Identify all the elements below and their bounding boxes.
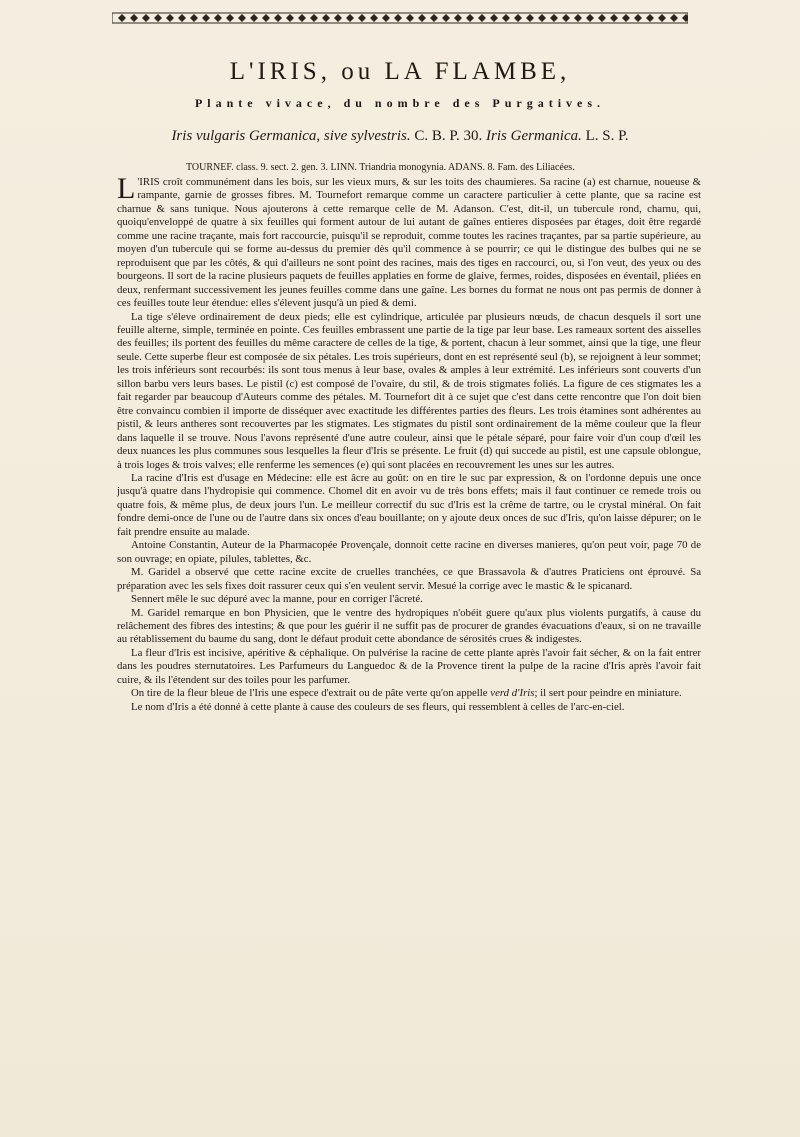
ornament-motif <box>382 14 390 22</box>
paragraph-3: La racine d'Iris est d'usage en Médecine: elle est âcre au goût: on en tire le suc par expression, & on l'ordonne depuis une once jusqu'à quatre dans l'hydropisie qui commence. Chomel dit en avoir vu de très bons effets; mais il faut continuer ce remede trois ou quatre fois, & même plus, de deux jours l'un. Le meilleur correctif du suc d'Iris est la crême de tartre, ou le crystal minéral. On fait fondre demi-once de l'une ou de l'autre dans six onces d'eau bouillante; on y ajoute deux onces de suc d'Iris, qu'on laisse dépurer; on le fait prendre ensuite au malade. <box>117 471 701 538</box>
ornament-motif <box>298 14 306 22</box>
synonym-latin-2: Iris Germanica. <box>486 128 582 144</box>
ornament-motif <box>226 14 234 22</box>
paragraph-9-term: verd d'Iris <box>490 687 535 700</box>
paragraph-4: Antoine Constantin, Auteur de la Pharmacopée Provençale, donnoit cette racine en diverses manieres, qu'on peut voir, page 70 de son ouvrage; en opiate, pilules, tablettes, &c. <box>117 539 701 565</box>
ornament-motif <box>118 14 126 22</box>
paragraph-8: La fleur d'Iris est incisive, apéritive & céphalique. On pulvérise la racine de cette plante après l'avoir fait sécher, & on la fait entrer dans les poudres sternutatoires. Les Parfumeurs du Languedoc & de la Provence tirent la pulpe de la racine d'Iris après l'avoir fait cuire, & ils l'étendent sur des toiles pour les parfumer. <box>117 646 701 686</box>
ornament-motif <box>334 14 342 22</box>
paragraph-1 <box>117 172 701 311</box>
drop-cap: L <box>117 172 136 205</box>
article-body <box>117 172 701 714</box>
paragraph-1-text: 'IRIS croît communément dans les bois, sur les vieux murs, & sur les toits des chaumieres. Sa racine (a) est charnue, noueuse & rampante, garnie de grosses fibres. M. Tournefort remarque comme un caractere particulier à cette plante, que sa racine est charnue & sans tunique. Nous ajouterons à cette remarque celle de M. Adanson. C'est, dit-il, un tubercule rond, charnu, qui, quoiqu'enveloppé de quatre à six feuilles qui forment autour de lui autant de gaînes entieres disposées par étages, doit être regardé comme une racine traçante, mais fort raccourcie, puisqu'il se reproduit, comme toutes les racines traçantes, par sa partie supérieure, au moyen d'un tubercule qui se forme au-dessus du premier dès qu'il commence à se pourrir; ce qui le distingue des bulbes qui ne se reproduisent que par les côtés, & qui d'ailleurs ne sont point des racines, mais des tiges en raccourci, ou, si l'on veut, des yeux ou des bourgeons. Il sort de la racine plusieurs paquets de feuilles applaties en forme de glaive, fermes, roides, disposées en éventail, pliées en deux, renfermant successivement les jeunes feuilles comme dans une gaîne. Les bornes du format ne nous ont pas permis de donner à ces feuilles toute leur étendue: elles s'élevent jusqu'à un pied & demi. <box>117 176 701 310</box>
ornament-motif <box>262 14 270 22</box>
ornament-motif <box>358 14 366 22</box>
paragraph-9-c: ; il sert pour peindre en miniature. <box>534 687 682 700</box>
ornament-motif <box>130 14 138 22</box>
synonym-latin-1: Iris vulgaris Germanica, sive sylvestris. <box>171 128 411 144</box>
ornament-motif <box>178 14 186 22</box>
synonym-ref-1: C. B. P. 30. <box>410 128 487 144</box>
ornament-motif <box>166 14 174 22</box>
ornamental-border <box>112 8 688 28</box>
ornament-motif <box>490 14 498 22</box>
ornament-motif <box>646 14 654 22</box>
ornament-motif <box>670 14 678 22</box>
paragraph-9 <box>117 687 701 700</box>
ornament-motif <box>238 14 246 22</box>
ornament-motif <box>682 14 688 22</box>
ornament-motif <box>622 14 630 22</box>
ornament-motif <box>574 14 582 22</box>
ornament-motif <box>274 14 282 22</box>
ornament-motif <box>454 14 462 22</box>
paragraph-9-a: On tire de la fleur bleue de l'Iris une espece d'extrait ou de pâte verte qu'on appelle <box>131 687 491 700</box>
ornament-motif <box>586 14 594 22</box>
ornament-motif <box>550 14 558 22</box>
ornament-motif <box>310 14 318 22</box>
paragraph-6: Sennert mêle le suc dépuré avec la manne, pour en corriger l'âcreté. <box>131 593 423 606</box>
ornament-motif <box>406 14 414 22</box>
ornament-motif <box>442 14 450 22</box>
ornament-motif <box>142 14 150 22</box>
paragraph-5: M. Garidel a observé que cette racine excite de cruelles tranchées, ce que Brassavola & d'autres Praticiens ont éprouvé. Sa préparation avec les sels fixes doit rassurer ceux qui s'en veulent servir. Mesué la corrige avec le mastic & le spicanard. <box>117 566 701 592</box>
paragraph-10: Le nom d'Iris a été donné à cette plante à cause des couleurs de ses fleurs, qui ressemblent à celles de l'arc-en-ciel. <box>131 700 625 713</box>
ornament-motif <box>202 14 210 22</box>
ornament-motif <box>370 14 378 22</box>
ornament-motif <box>322 14 330 22</box>
ornament-motif <box>526 14 534 22</box>
ornament-motif <box>430 14 438 22</box>
ornament-motif <box>286 14 294 22</box>
classification-line: TOURNEF. class. 9. sect. 2. gen. 3. LINN. Triandria monogynia. ADANS. 8. Fam. des Liliacées. <box>186 162 575 173</box>
ornament-motif <box>658 14 666 22</box>
botanical-synonym <box>0 128 800 145</box>
ornament-motif <box>562 14 570 22</box>
ornament-motif <box>610 14 618 22</box>
ornament-motif <box>394 14 402 22</box>
paragraph-2: La tige s'éleve ordinairement de deux pieds; elle est cylindrique, articulée par plusieurs nœuds, de chacun desquels il sort une feuille alterne, simple, terminée en pointe. Ces feuilles embrassent une partie de la tige par leur base. Les rameaux sortent des aisselles des feuilles; ils portent des feuilles du même caractere de celles de la tige, & portent, chacun à leur sommet, ainsi que la tige, une fleur seule. Cette superbe fleur est composée de six pétales. Les trois supérieurs, dont en est représenté seul (b), se rejoignent à leur sommet; les trois inférieurs sont recourbés: ils sont tous menus à leur base, ovales & amples à leur extrémité. Les inférieurs sont couverts d'un sillon barbu vers leurs bases. Le pistil (c) est composé de l'ovaire, du stil, & de trois stigmates foliés. La figure de ces stigmates les a fait regarder par beaucoup d'Auteurs comme des pétales. M. Tournefort dit à ce sujet que c'est dans cette rencontre que l'on doit bien être convaincu combien il importe de disséquer avec exactitude les différentes parties des fleurs. Les trois étamines sont adhérentes au pistil, & leurs antheres sont recouvertes par les stigmates. Les stigmates du pistil sont ordinairement de la même couleur que la fleur dans laquelle il se trouve. Nous l'avons représenté d'une autre couleur, ainsi que le pétale séparé, pour faire voir d'un coup d'œil les deux nuances les plus communes sous lesquelles la fleur d'Iris se présente. Le fruit (d) qui succede au pistil, est une capsule oblongue, à trois loges & trois valves; elle renferme les semences (e) qui sont placées en recouvrement les unes sur les autres. <box>117 310 701 471</box>
ornament-motif <box>214 14 222 22</box>
ornament-motif <box>598 14 606 22</box>
ornament-motif <box>502 14 510 22</box>
ornament-motif <box>154 14 162 22</box>
ornament-motif <box>250 14 258 22</box>
ornament-motif <box>346 14 354 22</box>
paragraph-7: M. Garidel remarque en bon Physicien, que le ventre des hydropiques n'obéit guere qu'aux plus violents purgatifs, à cause du relâchement des fibres des intestins; & que pour les guérir il ne suffit pas de procurer de grandes évacuations d'eaux, si on ne travaille au rétablissement du baume du sang, dont le défaut produit cette abondance de sérosités crues & indigestes. <box>117 606 701 646</box>
ornament-motif <box>634 14 642 22</box>
ornament-motif <box>514 14 522 22</box>
ornament-motif <box>190 14 198 22</box>
ornament-motif <box>466 14 474 22</box>
ornament-motif <box>478 14 486 22</box>
ornament-motif <box>418 14 426 22</box>
page-subtitle: Plante vivace, du nombre des Purgatives. <box>194 96 606 110</box>
ornament-motif <box>538 14 546 22</box>
synonym-ref-2: L. S. P. <box>581 128 629 144</box>
page-title: L'IRIS, ou LA FLAMBE, <box>229 58 571 85</box>
